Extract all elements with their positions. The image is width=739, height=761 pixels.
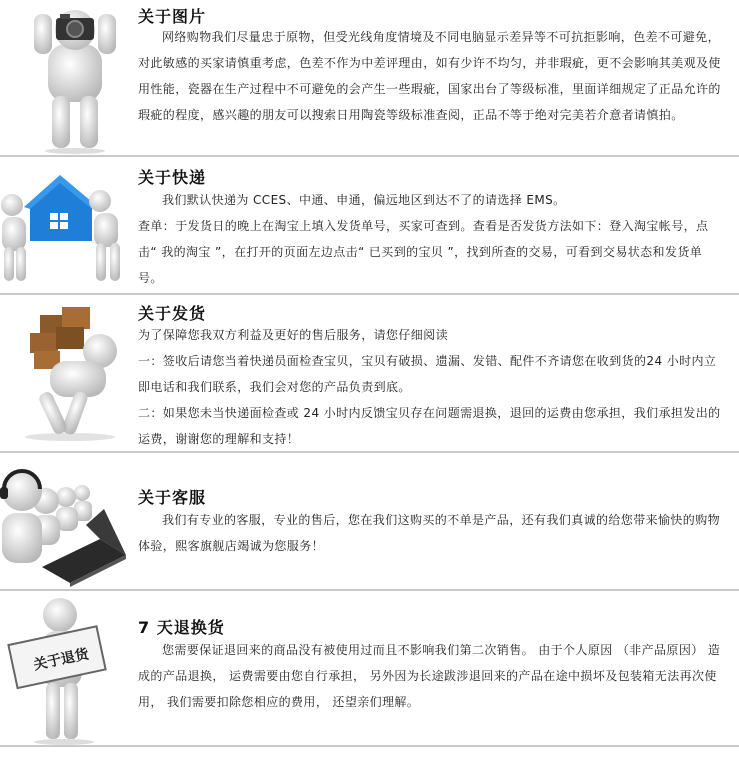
paragraph: 我们有专业的客服，专业的售后，您在我们这购买的不单是产品，还有我们真诚的给您带来愉快的购物体验，熙客旗舰店竭诚为您服务！	[138, 513, 721, 553]
section-body	[138, 187, 724, 291]
paragraph: 一：签收后请您当着快递员面检查宝贝，宝贝有破损、遗漏、发错、配件不齐请您在收到货的24 小时内立即电话和我们联系，我们会对您的产品负责到底。	[138, 354, 717, 394]
section-body	[138, 637, 724, 715]
section-divider	[0, 745, 739, 747]
section-body	[138, 507, 724, 559]
section-title: 关于客服	[138, 488, 207, 507]
section-title: 关于发货	[138, 304, 207, 323]
paragraph: 为了保障您我双方利益及更好的售后服务，请您仔细阅读	[138, 328, 449, 342]
section-body	[138, 24, 724, 128]
return-sign-label: 关于退货	[32, 646, 91, 674]
paragraph: 二：如果您未当快递面检查或 24 小时内反馈宝贝存在问题需退换，退回的运费由您承担，我们承担发出的运费，谢谢您的理解和支持！	[138, 406, 721, 446]
section-title: 关于图片	[138, 7, 207, 26]
call-center-agents-icon	[0, 459, 135, 589]
paragraph: 查单：于发货日的晚上在淘宝上填入发货单号，买家可查到。查看是否发货方法如下：登入淘宝帐号，点击“ 我的淘宝 ”，在打开的页面左边点击“ 已买到的宝贝 ”，找到所查的交易，可看到交易状态和发货单号。	[138, 219, 709, 285]
section-divider	[0, 293, 739, 295]
section-divider	[0, 589, 739, 591]
section-title: 关于快递	[138, 168, 207, 187]
paragraph: 我们默认快递为 CCES、中通、申通，偏远地区到达不了的请选择 EMS。	[162, 193, 566, 207]
section-divider	[0, 451, 739, 453]
section-divider	[0, 155, 739, 157]
delivery-movers-house-icon	[0, 165, 130, 290]
carrying-boxes-figure-icon	[10, 303, 135, 443]
photographer-figure-icon	[20, 4, 130, 154]
paragraph: 网络购物我们尽量忠于原物，但受光线角度情境及不同电脑显示差异等不可抗拒影响，色差不可避免，对此敏感的买家请慎重考虑，色差不作为中差评理由，如有少许不均匀，并非瑕疵，更不会影响其美观及使用性能，瓷器在生产过程中不可避免的会产生一些瑕疵，国家出台了等级标准，里面详细规定了正品允许的瑕疵的程度，感兴趣的朋友可以搜索日用陶瓷等级标准查阅，正品不等于绝对完美若介意者请慎拍。	[138, 30, 721, 122]
section-title: 7 天退换货	[138, 618, 225, 637]
section-body	[138, 322, 724, 452]
paragraph: 您需要保证退回来的商品没有被使用过而且不影响我们第二次销售。 由于个人原因 （非产品原因） 造成的产品退换， 运费需要由您自行承担， 另外因为长途跋涉退回来的产品在途中损坏及包装箱无法再次使用， 我们需要扣除您相应的费用， 还望亲们理解。	[138, 643, 721, 709]
